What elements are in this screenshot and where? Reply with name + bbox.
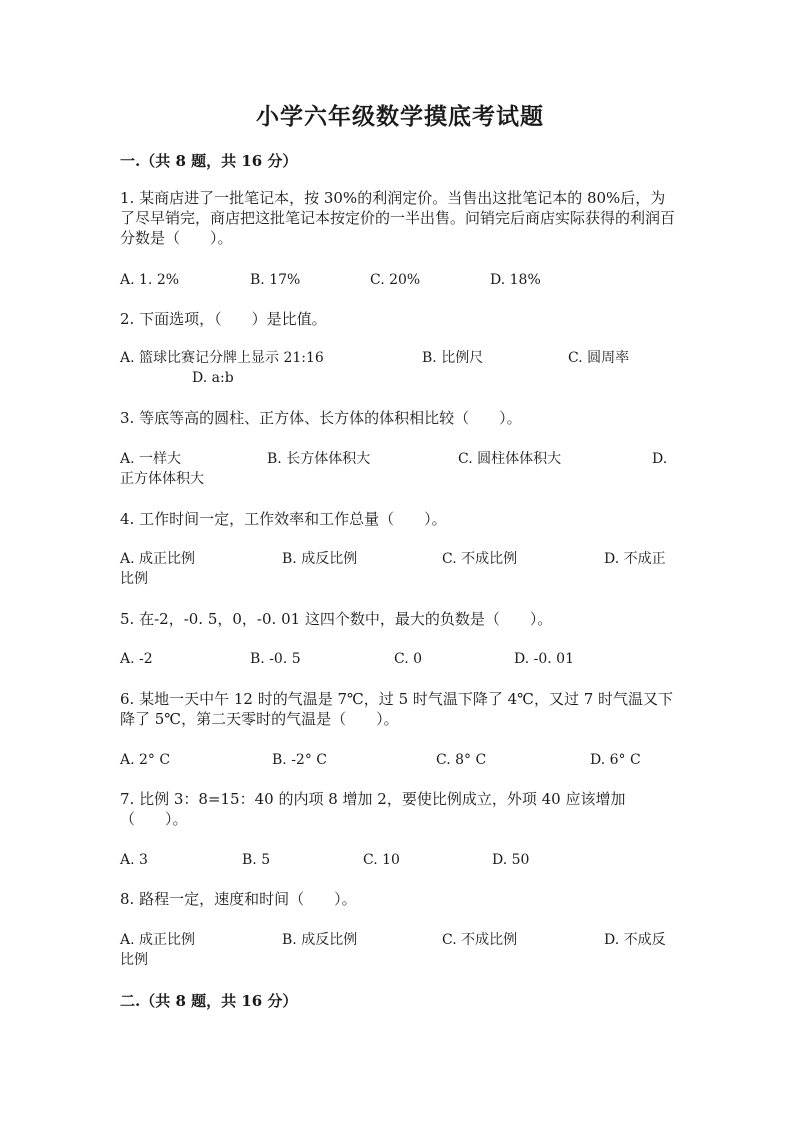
option-a[interactable]: A. 成正比例 xyxy=(120,551,196,567)
option-b[interactable]: B. 成反比例 xyxy=(282,932,358,948)
option-d[interactable]: D. 18% xyxy=(490,272,541,288)
question-1: 1. 某商店进了一批笔记本，按 30%的利润定价。当售出这批笔记本的 80%后，为了尽早销完，商店把这批笔记本按定价的一半出售。问销完后商店实际获得的利润百分数是（ ）。 xyxy=(120,189,676,247)
question-5: 5. 在-2，-0. 5，0，-0. 01 这四个数中，最大的负数是（ ）。 xyxy=(120,610,553,628)
question-8: 8. 路程一定，速度和时间（ ）。 xyxy=(120,890,357,908)
question-6: 6. 某地一天中午 12 时的气温是 7℃，过 5 时气温下降了 4℃，又过 7 时气温又下降了 5℃，第二天零时的气温是（ ）。 xyxy=(120,690,674,728)
option-d-continued: 比例 xyxy=(120,571,148,587)
option-b[interactable]: B. 比例尺 xyxy=(422,350,484,366)
section-heading-2: 二.（共 8 题，共 16 分） xyxy=(120,992,298,1010)
option-a[interactable]: A. 篮球比赛记分牌上显示 21:16 xyxy=(120,350,324,366)
option-d[interactable]: D. 不成反 xyxy=(604,932,666,948)
option-c[interactable]: C. 0 xyxy=(394,651,423,667)
option-a[interactable]: A. 3 xyxy=(120,852,148,868)
option-a[interactable]: A. 2° C xyxy=(120,752,171,768)
option-a[interactable]: A. -2 xyxy=(120,651,153,667)
option-a[interactable]: A. 一样大 xyxy=(120,451,182,467)
option-d[interactable]: D. 6° C xyxy=(590,752,641,768)
question-2: 2. 下面选项，（ ）是比值。 xyxy=(120,310,327,328)
option-a[interactable]: A. 1. 2% xyxy=(120,272,180,288)
option-c[interactable]: C. 20% xyxy=(370,272,421,288)
option-d-continued: 比例 xyxy=(120,952,148,968)
option-b[interactable]: B. 成反比例 xyxy=(282,551,358,567)
option-d[interactable]: D. -0. 01 xyxy=(514,651,574,667)
option-b[interactable]: B. 5 xyxy=(242,852,271,868)
section-heading-1: 一.（共 8 题，共 16 分） xyxy=(120,152,298,170)
option-b[interactable]: B. -0. 5 xyxy=(250,651,301,667)
option-d[interactable]: D. 不成正 xyxy=(604,551,666,567)
option-a[interactable]: A. 成正比例 xyxy=(120,932,196,948)
option-c[interactable]: C. 10 xyxy=(363,852,400,868)
option-b[interactable]: B. 长方体体积大 xyxy=(267,451,371,467)
question-4: 4. 工作时间一定，工作效率和工作总量（ ）。 xyxy=(120,510,447,528)
question-7: 7. 比例 3：8=15：40 的内项 8 增加 2，要使比例成立，外项 40 应该增加（ ）。 xyxy=(120,790,626,828)
option-c[interactable]: C. 圆周率 xyxy=(568,350,630,366)
option-c[interactable]: C. 8° C xyxy=(436,752,487,768)
option-d-continued: 正方体体积大 xyxy=(120,471,204,487)
option-c[interactable]: C. 不成比例 xyxy=(442,551,518,567)
page-title: 小学六年级数学摸底考试题 xyxy=(256,103,544,130)
option-d[interactable]: D. xyxy=(652,451,668,467)
option-b[interactable]: B. -2° C xyxy=(272,752,327,768)
question-3: 3. 等底等高的圆柱、正方体、长方体的体积相比较（ ）。 xyxy=(120,409,522,427)
option-c[interactable]: C. 圆柱体体积大 xyxy=(458,451,562,467)
option-d[interactable]: D. a:b xyxy=(192,370,234,386)
option-d[interactable]: D. 50 xyxy=(492,852,530,868)
option-b[interactable]: B. 17% xyxy=(250,272,301,288)
option-c[interactable]: C. 不成比例 xyxy=(442,932,518,948)
